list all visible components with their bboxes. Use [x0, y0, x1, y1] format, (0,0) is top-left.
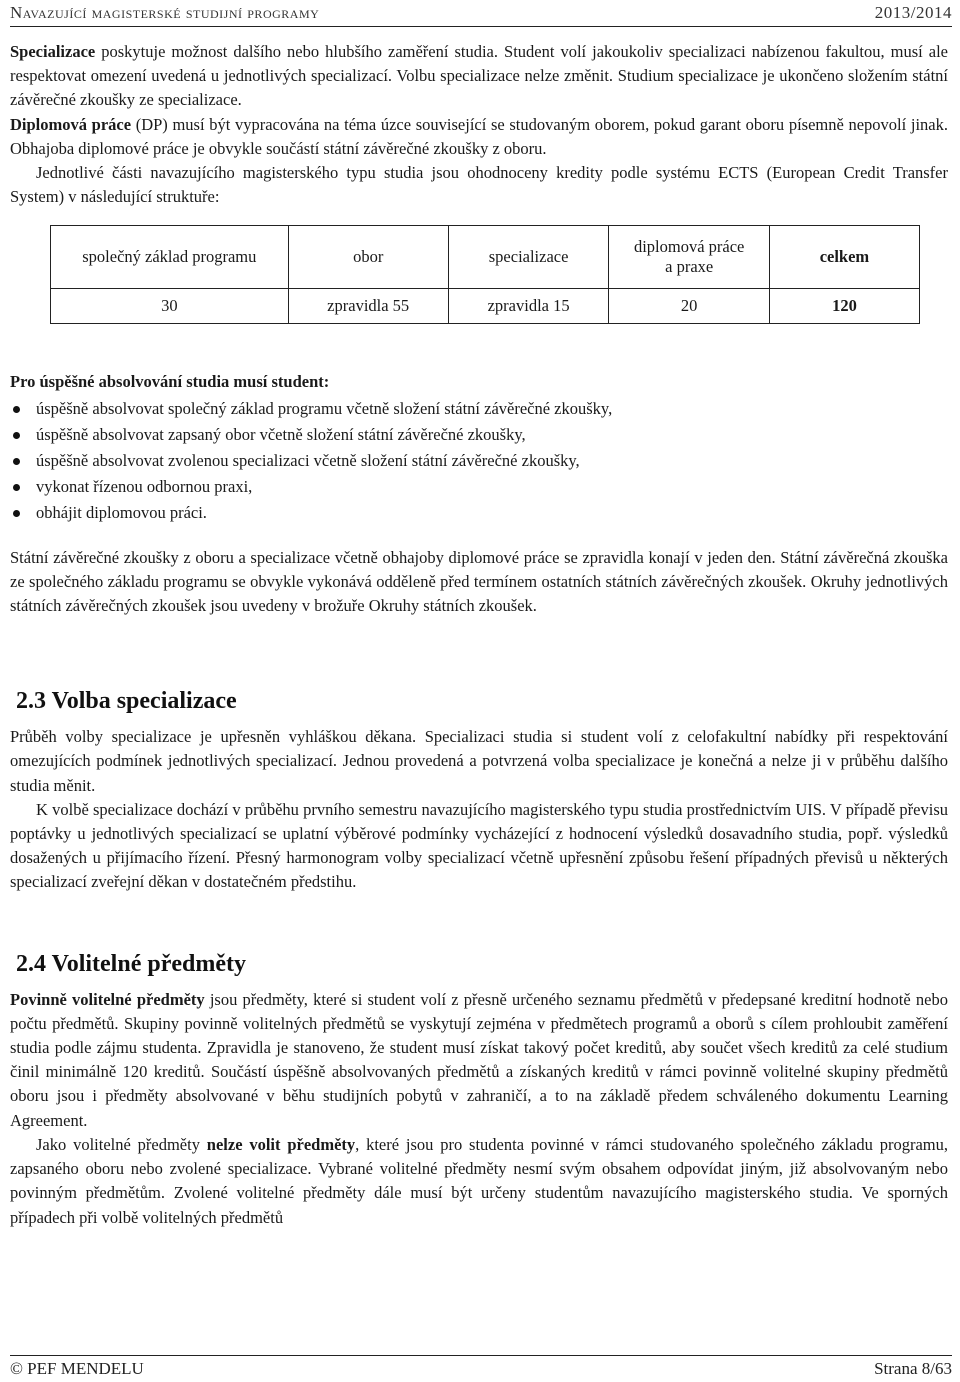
section-2-4-paragraph-1 [10, 988, 948, 1133]
page-content [10, 40, 948, 1230]
table-cell: 20 [609, 289, 769, 324]
section-2-3-paragraph-2: K volbě specializace dochází v průběhu prvního semestru navazujícího magisterského typu studia prostřednictvím UIS. V případě převisu poptávky u jednotlivých specializací se uplatní výběrové podmínky vycházející z hodnocení výsledků dosavadního studia, popř. výsledků dosažených u přijímacího řízení. Přesný harmonogram volby specializací včetně upřesnění způsobu řešení případných převisů u některých specializací zveřejní děkan v dostatečném předstihu. [10, 799, 948, 892]
list-item: úspěšně absolvovat společný základ programu včetně složení státní závěrečné zkoušky, [10, 397, 948, 421]
requirements-list [10, 397, 948, 526]
section-2-4-paragraph-2 [10, 1133, 948, 1230]
footer-copyright: © PEF MENDELU [10, 1359, 144, 1378]
table-row [51, 289, 920, 324]
specialization-text: poskytuje možnost dalšího nebo hlubšího zaměření studia. Student volí jakoukoliv specializaci nabízenou fakultou, musí ale respektovat omezení uvedená u jednotlivých specializací. Volbu specializace nelze změnit. Studium specializace je ukončeno složením státní závěrečné zkoušky ze specializace. [10, 42, 948, 110]
credits-intro-paragraph: Jednotlivé části navazujícího magisterského typu studia jsou ohodnoceny kredity podle systému ECTS (European Credit Transfer System) v následující struktuře: [10, 163, 948, 207]
table-header-row [51, 226, 920, 289]
thesis-text: (DP) musí být vypracována na téma úzce související se studovaným oborem, pokud garant oboru písemně nepovolí jinak. Obhajoba diplomové práce je obvykle součástí státní závěrečné zkoušky z oboru. [10, 114, 948, 158]
elective2-text: , které jsou pro studenta povinné v rámci studovaného společného základu programu, zapsaného oboru nebo zvolené specializace. Vybrané volitelné předměty nesmí svým obsahem odpovídat jiným, již absolvovaným nebo povinným předmětům. Zvolené volitelné předměty dále musí být určeny studentům navazujícího magisterského studia. Ve sporných případech při volbě volitelných předmětů [10, 1134, 948, 1227]
footer-page-number: Strana 8/63 [874, 1359, 952, 1378]
table-header-cell: společný základ programu [51, 226, 289, 289]
total-header: celkem [819, 247, 870, 267]
header-title: Navazující magisterské studijní programy [10, 3, 320, 22]
credits-table-wrapper [50, 225, 920, 324]
elective2-start: Jako volitelné předměty [36, 1134, 207, 1154]
page-header [10, 0, 952, 27]
table-header-cell [769, 226, 919, 289]
specialization-term: Specializace [10, 42, 96, 61]
list-item: úspěšně absolvovat zvolenou specializaci včetně složení státní závěrečné zkoušky, [10, 449, 948, 473]
elective2-bold: nelze volit předměty [206, 1134, 356, 1154]
state-exam-paragraph: Státní závěrečné zkoušky z oboru a specializace včetně obhajoby diplomové práce se zpravidla konají v jeden den. Státní závěrečná zkouška ze společného základu programu se obvykle vykonává odděleně před termínem ostatních státních závěrečných zkoušek. Okruhy jednotlivých státních závěrečných zkoušek jsou uvedeny v brožuře Okruhy státních zkoušek. [10, 547, 948, 616]
thesis-header-line1: diplomová práce [633, 237, 745, 257]
list-item: obhájit diplomovou práci. [10, 501, 948, 525]
specialization-paragraph [10, 40, 948, 113]
table-header-cell: specializace [448, 226, 609, 289]
credits-table [50, 225, 920, 324]
requirements-heading: Pro úspěšné absolvování studia musí student: [10, 372, 330, 392]
thesis-header-line2: a praxe [665, 257, 714, 277]
table-cell: zpravidla 55 [288, 289, 448, 324]
total-value: 120 [832, 296, 857, 316]
section-2-3-title: 2.3 Volba specializace [16, 688, 237, 715]
page-footer [10, 1355, 952, 1382]
thesis-term: Diplomová práce [10, 114, 132, 134]
section-2-4-title: 2.4 Volitelné předměty [16, 950, 246, 977]
elective-text: jsou předměty, které si student volí z přesně určeného seznamu předmětů v předepsané kreditní hodnotě nebo počtu předmětů. Skupiny povinně volitelných předmětů se vyskytují zejména v předmětech programů a oborů s cílem prohloubit zaměření studia podle zájmu studenta. Zpravidla je stanoveno, že student musí získat takový počet kreditů, aby součet všech kreditů za celé studium činil minimálně 120 kreditů. Součástí úspěšně absolvovaných předmětů a získaných kreditů v rámci povinně volitelné skupiny předmětů oboru jsou i předměty absolvované v běhu studijních pobytů v zahraničí, a to na základě předem schváleného dokumentu Learning Agreement. [10, 989, 948, 1130]
list-item: vykonat řízenou odbornou praxi, [10, 475, 948, 499]
section-2-3-paragraph-1: Průběh volby specializace je upřesněn vyhláškou děkana. Specializaci studia si student volí z celofakultní nabídky při respektování omezujících podmínek jednotlivých specializací. Jednou provedená a potvrzená volba specializace je konečná a nelze ji v průběhu dalšího studia měnit. [10, 727, 948, 795]
list-item: úspěšně absolvovat zapsaný obor včetně složení státní závěrečné zkoušky, [10, 423, 948, 447]
table-cell [769, 289, 919, 324]
header-year: 2013/2014 [874, 3, 952, 22]
table-header-cell: obor [288, 226, 448, 289]
thesis-paragraph [10, 113, 948, 161]
table-cell: zpravidla 15 [448, 289, 609, 324]
elective-term: Povinně volitelné předměty [10, 989, 205, 1009]
table-header-cell [609, 226, 769, 289]
table-cell: 30 [51, 289, 289, 324]
